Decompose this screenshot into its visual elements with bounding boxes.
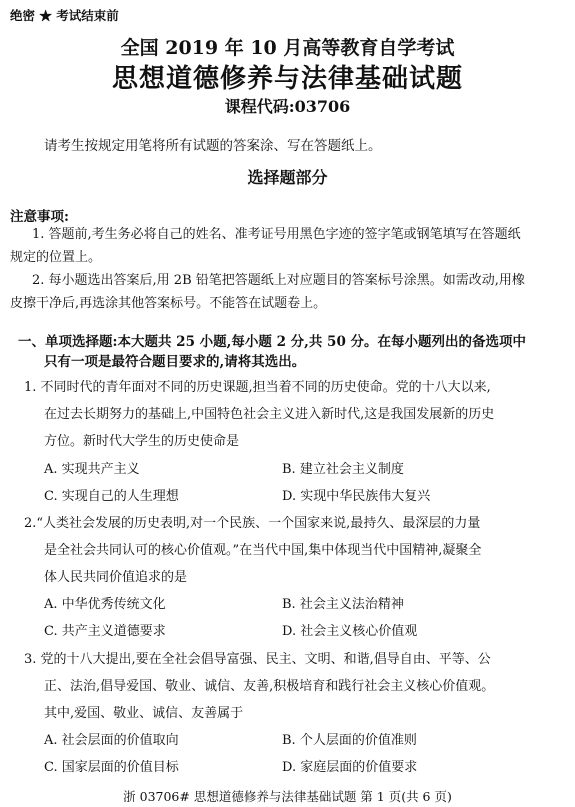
question-3-option-d: D. 家庭层面的价值要求	[282, 760, 418, 775]
notice-item-1-line-1: 1. 答题前,考生务必将自己的姓名、准考证号用黑色字迹的签字笔或钢笔填写在答题纸	[32, 227, 521, 242]
question-2-option-a: A. 中华优秀传统文化	[44, 597, 166, 612]
question-2-line-3: 体人民共同价值追求的是	[44, 570, 188, 585]
question-3-option-c: C. 国家层面的价值目标	[44, 760, 179, 775]
question-1-option-a: A. 实现共产主义	[44, 462, 140, 477]
question-1-option-b: B. 建立社会主义制度	[282, 462, 404, 477]
page-footer: 浙 03706# 思想道德修养与法律基础试题 第 1 页(共 6 页)	[123, 789, 452, 804]
question-3-option-b: B. 个人层面的价值准则	[282, 733, 417, 748]
question-2-line-1: 2.“人类社会发展的历史表明,对一个民族、一个国家来说,最持久、最深层的力量	[24, 516, 481, 531]
question-2-option-d: D. 社会主义核心价值观	[282, 624, 418, 639]
confidential-mark: 绝密 ★ 考试结束前	[10, 8, 119, 23]
section-title: 选择题部分	[247, 168, 328, 187]
question-2-option-b: B. 社会主义法治精神	[282, 597, 404, 612]
question-3-line-1: 3. 党的十八大提出,要在全社会倡导富强、民主、文明、和谐,倡导自由、平等、公	[24, 652, 491, 667]
question-1-line-3: 方位。新时代大学生的历史使命是	[44, 434, 240, 449]
question-3-line-2: 正、法治,倡导爱国、敬业、诚信、友善,积极培育和践行社会主义核心价值观。	[44, 679, 495, 694]
question-1-line-1: 1. 不同时代的青年面对不同的历史课题,担当着不同的历史使命。党的十八大以来,	[24, 380, 491, 395]
question-2-line-2: 是全社会共同认可的核心价值观。”在当代中国,集中体现当代中国精神,凝聚全	[44, 543, 482, 558]
question-1-line-2: 在过去长期努力的基础上,中国特色社会主义进入新时代,这是我国发展新的历史	[44, 407, 495, 422]
paper-title: 思想道德修养与法律基础试题	[111, 64, 463, 94]
notice-item-2-line-2: 皮擦干净后,再选涂其他答案标号。不能答在试题卷上。	[10, 296, 327, 311]
answer-instruction: 请考生按规定用笔将所有试题的答案涂、写在答题纸上。	[44, 138, 382, 154]
notice-item-2-line-1: 2. 每小题选出答案后,用 2B 铅笔把答题纸上对应题目的答案标号涂黑。如需改动,用橡	[32, 273, 525, 288]
question-1-option-c: C. 实现自己的人生理想	[44, 489, 179, 504]
course-code: 课程代码:03706	[224, 97, 351, 116]
question-1-option-d: D. 实现中华民族伟大复兴	[282, 489, 431, 504]
question-3-line-3: 其中,爱国、敬业、诚信、友善属于	[44, 706, 244, 721]
notice-item-1-line-2: 规定的位置上。	[10, 250, 102, 265]
exam-name: 全国 2019 年 10 月高等教育自学考试	[120, 37, 455, 59]
question-2-option-c: C. 共产主义道德要求	[44, 624, 166, 639]
part-one-heading-line-2: 只有一项是最符合题目要求的,请将其选出。	[44, 354, 306, 370]
part-one-heading-line-1: 一、单项选择题:本大题共 25 小题,每小题 2 分,共 50 分。在每小题列出的备选项中	[18, 334, 527, 350]
notice-title: 注意事项:	[10, 209, 69, 225]
question-3-option-a: A. 社会层面的价值取向	[44, 733, 179, 748]
